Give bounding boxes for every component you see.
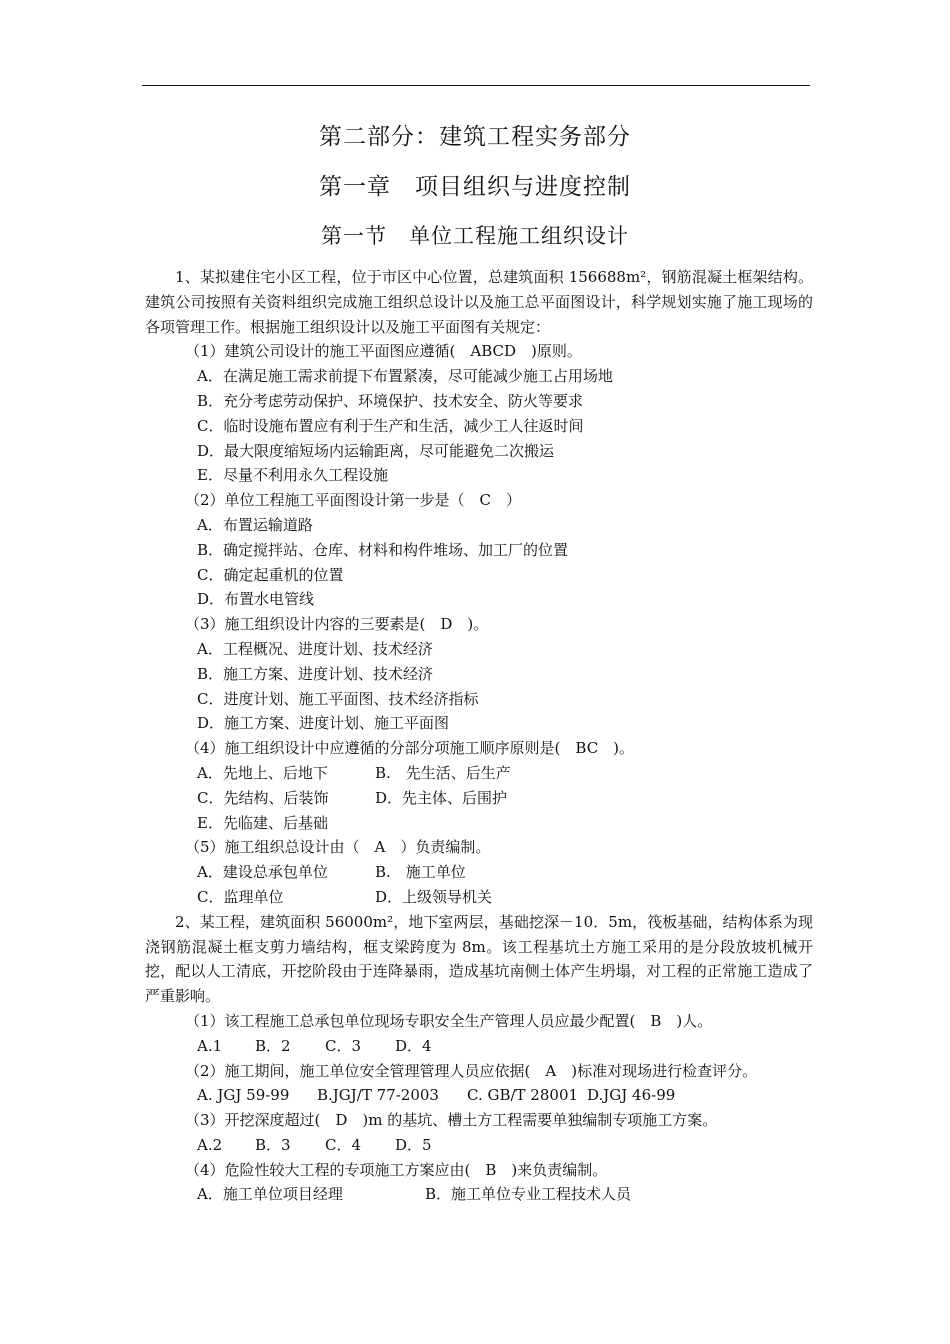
- option-row: [145, 1083, 813, 1108]
- option-row: [145, 811, 813, 836]
- option: E．尽量不利用永久工程设施: [197, 466, 388, 485]
- part-heading: 第二部分：建筑工程实务部分: [319, 124, 631, 150]
- option: D．先主体、后围护: [375, 788, 508, 807]
- option: A. JGJ 59-99: [197, 1086, 290, 1105]
- option: B．2: [255, 1036, 291, 1055]
- document-body: [145, 265, 813, 1207]
- question-stem: （3）施工组织设计内容的三要素是( D )。: [185, 615, 489, 634]
- option-row: [145, 1133, 813, 1158]
- option-row: [145, 1034, 813, 1059]
- question-stem: （5）施工组织总设计由（ A ）负责编制。: [185, 838, 491, 857]
- option: C. GB/T 28001: [467, 1086, 579, 1105]
- option-row: [145, 860, 813, 885]
- option: A.1: [197, 1036, 223, 1055]
- question-stem: （1）建筑公司设计的施工平面图应遵循( ABCD )原则。: [185, 342, 582, 361]
- header-rule: [142, 85, 810, 86]
- option: D．上级领导机关: [375, 887, 493, 906]
- option: C．临时设施布置应有利于生产和生活，减少工人往返时间: [197, 416, 584, 435]
- option: C．进度计划、施工平面图、技术经济指标: [197, 689, 479, 708]
- option: A．先地上、后地下: [197, 763, 328, 782]
- case2-intro: 2、某工程，建筑面积 56000m²，地下室两层，基础挖深－10．5m，筏板基础，结构体系为现浇钢筋混凝土框支剪力墙结构，框支梁跨度为 8m。该工程基坑土方施工采用的是分段放坡机械开挖，配以人工清底，开挖阶段由于连降暴雨，造成基坑南侧土体产生坍塌，对工程的正常施工造成了严重影响。: [145, 912, 813, 1006]
- question-stem: （2）施工期间，施工单位安全管理管理人员应依据( A )标准对现场进行检查评分。: [185, 1061, 758, 1080]
- option: B．施工单位专业工程技术人员: [425, 1185, 632, 1204]
- option: C．3: [325, 1036, 362, 1055]
- option: B．充分考虑劳动保护、环境保护、技术安全、防火等要求: [197, 391, 584, 410]
- option: D．施工方案、进度计划、施工平面图: [197, 714, 450, 733]
- option: A．在满足施工需求前提下布置紧凑，尽可能减少施工占用场地: [197, 367, 613, 386]
- option: A．建设总承包单位: [197, 863, 328, 882]
- option: B. 施工单位: [375, 863, 466, 882]
- option-row: [145, 1182, 813, 1207]
- option: D．布置水电管线: [197, 590, 315, 609]
- option: C．确定起重机的位置: [197, 565, 344, 584]
- option: A.2: [197, 1135, 223, 1154]
- option: B．施工方案、进度计划、技术经济: [197, 664, 434, 683]
- option: B.JGJ/T 77-2003: [317, 1086, 439, 1105]
- section-heading: 第一节 单位工程施工组织设计: [321, 224, 629, 248]
- option: A．工程概况、进度计划、技术经济: [197, 639, 433, 658]
- question-stem: （4）危险性较大工程的专项施工方案应由( B )来负责编制。: [185, 1160, 608, 1179]
- question-stem: （1）该工程施工总承包单位现场专职安全生产管理人员应最少配置( B )人。: [185, 1011, 713, 1030]
- option-row: [145, 786, 813, 811]
- option: C．监理单位: [197, 887, 284, 906]
- case1-intro: 1、某拟建住宅小区工程，位于市区中心位置，总建筑面积 156688m²，钢筋混凝土框架结构。建筑公司按照有关资料组织完成施工组织总设计以及施工总平面图设计，科学规划实施了施工现场的各项管理工作。根据施工组织设计以及施工平面图有关规定：: [145, 268, 813, 336]
- question-stem: （4）施工组织设计中应遵循的分部分项施工顺序原则是( BC )。: [185, 739, 635, 758]
- option: D．5: [395, 1135, 432, 1154]
- option-row: [145, 761, 813, 786]
- option: D.JGJ 46-99: [587, 1086, 676, 1105]
- option: B．3: [255, 1135, 291, 1154]
- option: C．4: [325, 1135, 362, 1154]
- option: C．先结构、后装饰: [197, 788, 329, 807]
- option: A．布置运输道路: [197, 515, 313, 534]
- option: B. 先生活、后生产: [375, 763, 511, 782]
- option: D．4: [395, 1036, 432, 1055]
- option: E．先临建、后基础: [197, 813, 328, 832]
- chapter-heading: 第一章 项目组织与进度控制: [319, 174, 631, 200]
- option: A．施工单位项目经理: [197, 1185, 343, 1204]
- option: D．最大限度缩短场内运输距离，尽可能避免二次搬运: [197, 441, 555, 460]
- question-stem: （2）单位工程施工平面图设计第一步是（ C ）: [185, 491, 522, 510]
- question-stem: （3）开挖深度超过( D )m 的基坑、槽土方工程需要单独编制专项施工方案。: [185, 1111, 718, 1130]
- option-row: [145, 885, 813, 910]
- option: B．确定搅拌站、仓库、材料和构件堆场、加工厂的位置: [197, 540, 569, 559]
